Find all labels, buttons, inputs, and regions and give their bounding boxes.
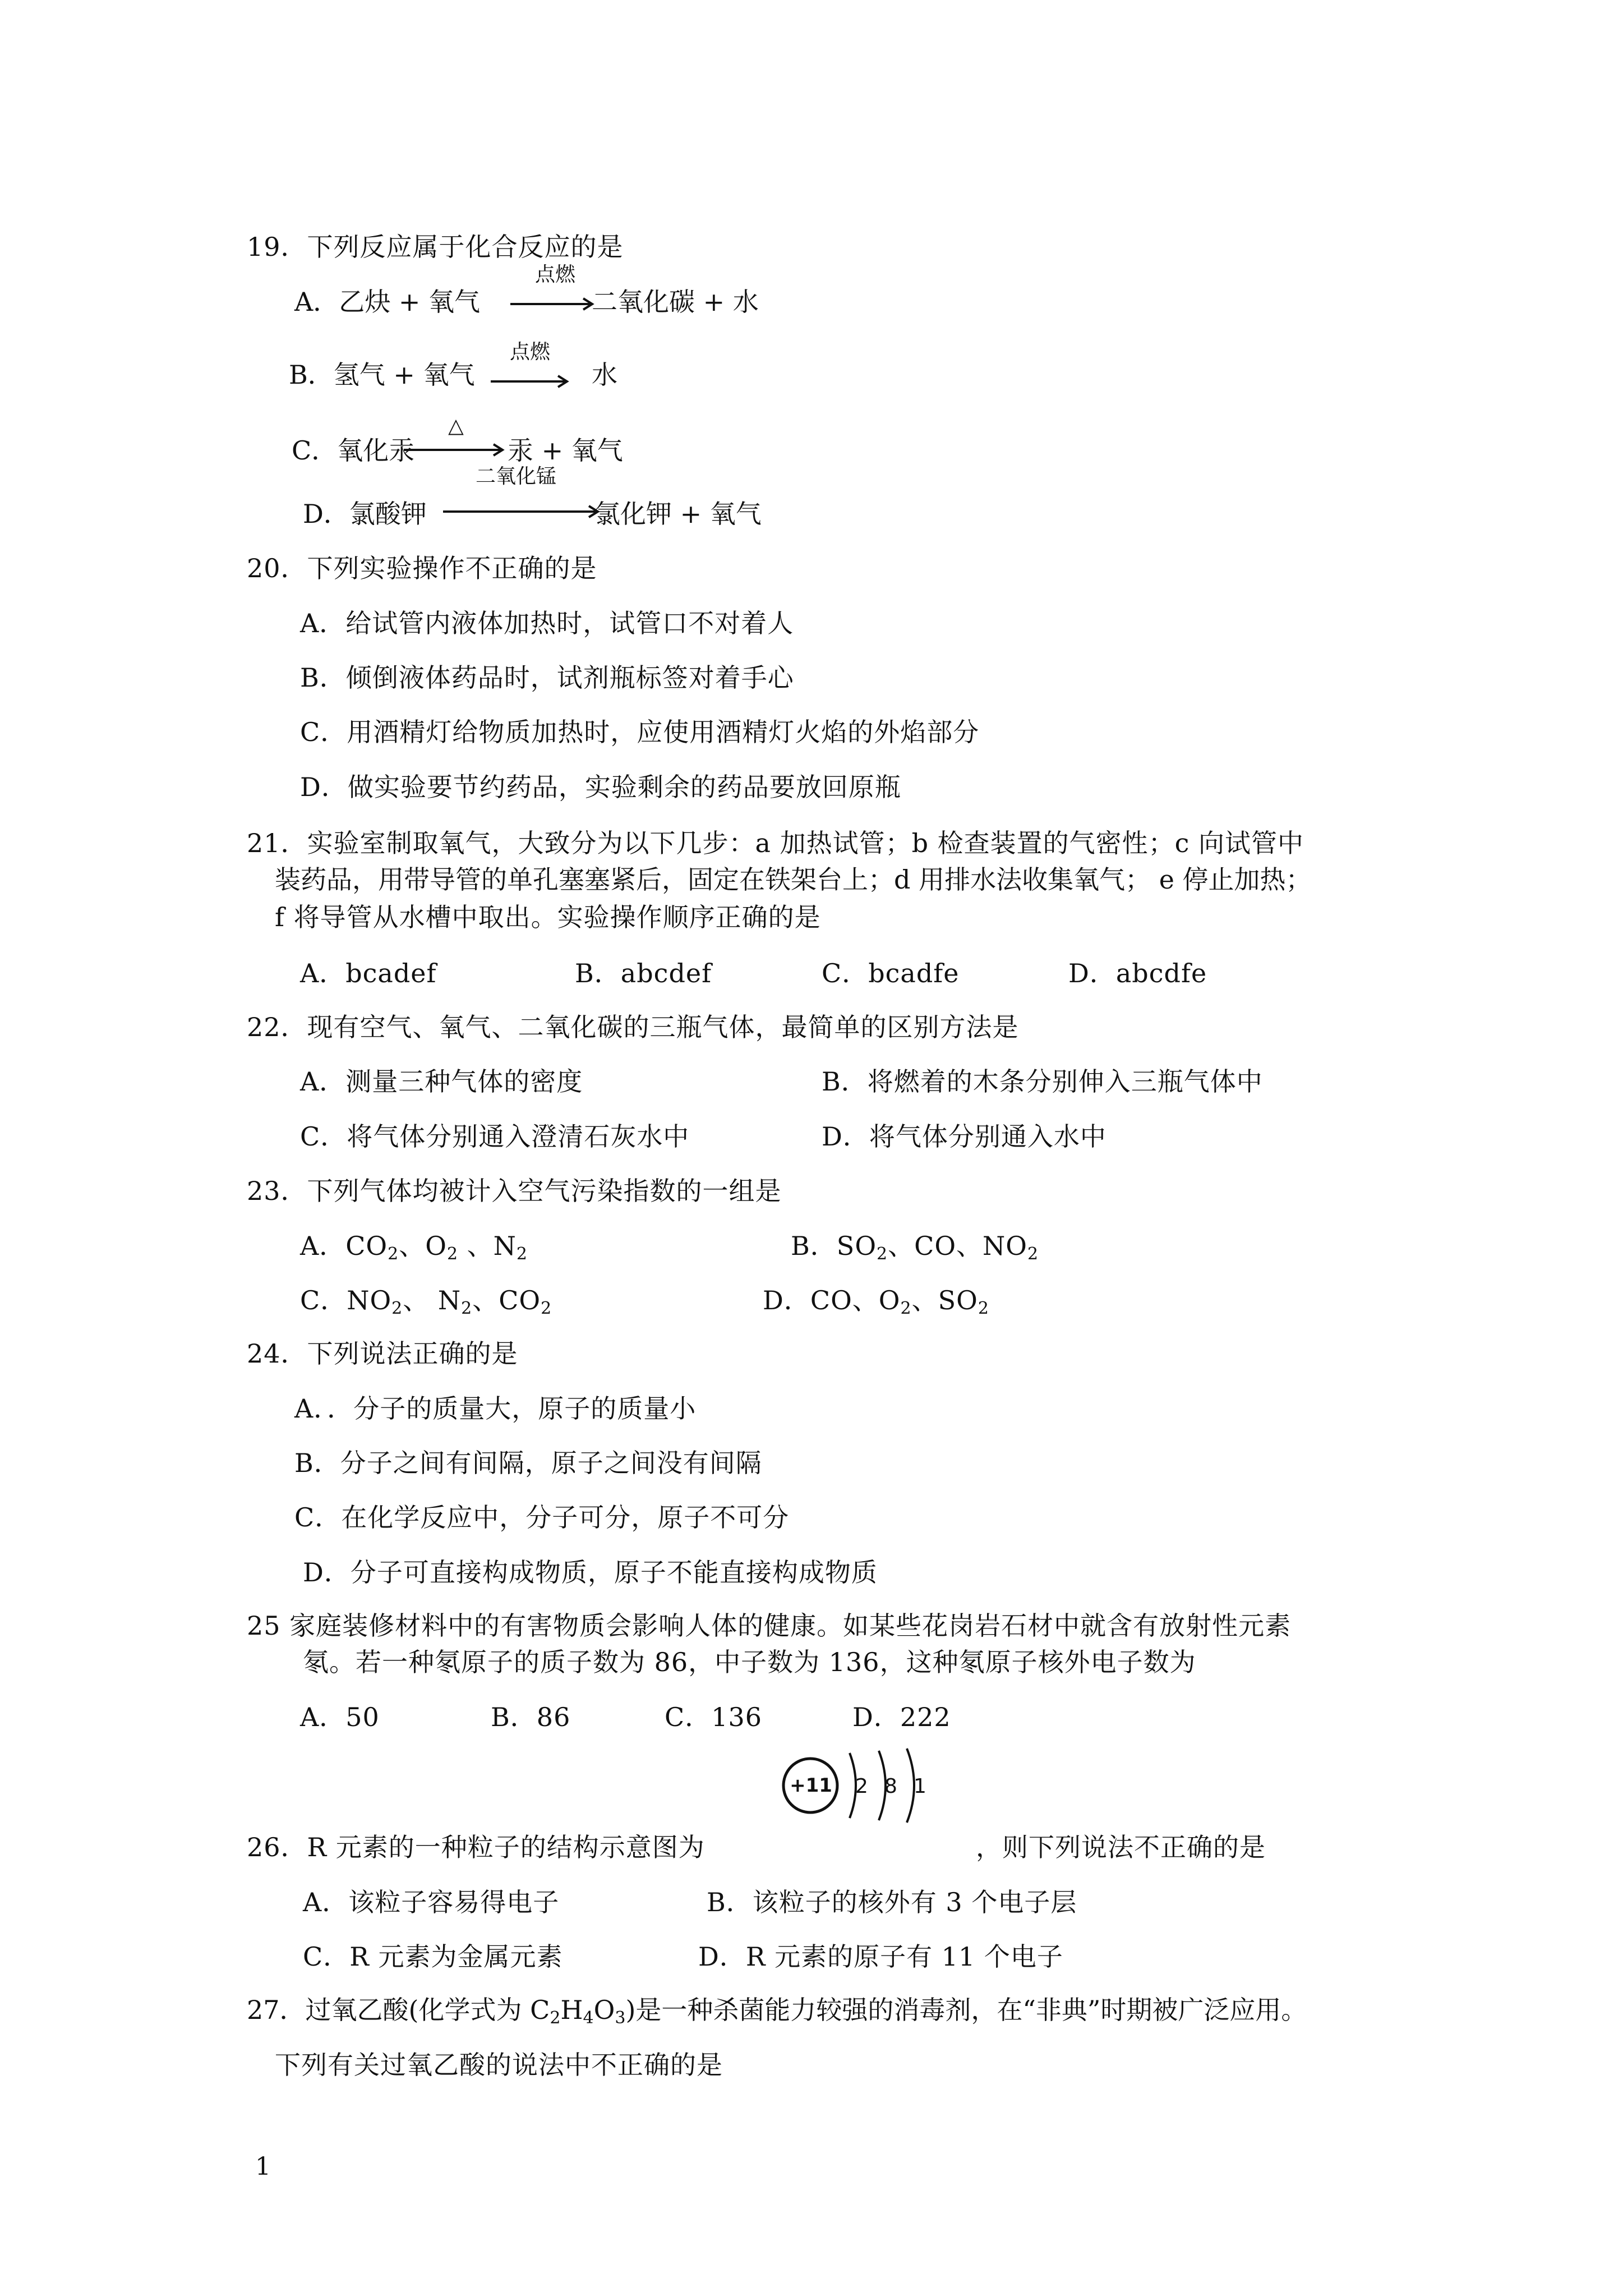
q22-stem: 22．现有空气、氧气、二氧化碳的三瓶气体，最简单的区别方法是	[247, 1012, 1019, 1042]
q25-stem-line1: 25 家庭装修材料中的有害物质会影响人体的健康。如某些花岗岩石材中就含有放射性元素	[247, 1611, 1292, 1641]
shell-1-electrons: 2	[855, 1775, 868, 1798]
q19-option-c-reactants: C．氧化汞	[292, 435, 415, 466]
q24-option-b: B．分子之间有间隔，原子之间没有间隔	[294, 1448, 762, 1478]
q27-stem-line1-part1: 27．过氧乙酸(化学式为	[247, 1995, 531, 2025]
atomic-structure-diagram	[777, 1742, 939, 1828]
q26-stem-part2: ，则下列说法不正确的是	[976, 1832, 1266, 1862]
q23-option-a: A．$CO_2$、$O_2$ 、$N_2$	[300, 1231, 528, 1264]
q19-option-a-products: 二氧化碳 + 水	[592, 287, 759, 317]
q19-option-a-arrow	[510, 297, 594, 311]
q24-option-d: D．分子可直接构成物质，原子不能直接构成物质	[303, 1557, 878, 1588]
q19-option-b-arrow	[491, 375, 569, 388]
q23-option-b: B．$SO_2$、CO、$NO_2$	[791, 1231, 1039, 1264]
q19-option-c-products: 汞 + 氧气	[508, 435, 623, 466]
q19-option-b-condition: 点燃	[509, 341, 550, 364]
q22-option-b: B．将燃着的木条分别伸入三瓶气体中	[822, 1066, 1263, 1097]
q19-option-d-reactants: D．氯酸钾	[303, 499, 427, 529]
q19-option-a-reactants: A．乙炔 + 氧气	[294, 287, 481, 317]
q19-option-a-condition: 点燃	[534, 263, 575, 286]
q21-stem-line3: f 将导管从水槽中取出。实验操作顺序正确的是	[275, 902, 821, 932]
q20-option-d: D．做实验要节约药品，实验剩余的药品要放回原瓶	[300, 772, 901, 802]
q21-option-c: C．bcadfe	[822, 958, 960, 988]
q21-option-d: D．abcdfe	[1068, 958, 1207, 988]
q27-stem-line2: 下列有关过氧乙酸的说法中不正确的是	[275, 2050, 723, 2080]
q19-option-b-products: 水	[592, 360, 617, 390]
q19-option-b-reactants: B．氢气 + 氧气	[289, 360, 475, 390]
page-number: 1	[255, 2152, 271, 2181]
q26-option-b: B．该粒子的核外有 3 个电子层	[707, 1887, 1077, 1917]
q25-stem-line2: 氡。若一种氡原子的质子数为 86，中子数为 136，这种氡原子核外电子数为	[303, 1647, 1196, 1677]
q27-stem-line1	[247, 1994, 1307, 2026]
shell-2-electrons: 8	[884, 1775, 897, 1798]
q26-option-d: D．R 元素的原子有 11 个电子	[698, 1941, 1063, 1972]
q21-option-b: B．abcdef	[575, 958, 712, 988]
q19-option-c-arrow	[404, 443, 505, 457]
q19-option-d-arrow	[443, 505, 600, 518]
q19-option-d-products: 氯化钾 + 氧气	[594, 499, 762, 529]
q20-stem: 20．下列实验操作不正确的是	[247, 553, 597, 583]
q23-option-d: D．CO、$O_2$、$SO_2$	[763, 1285, 989, 1318]
q21-stem-line2: 装药品，用带导管的单孔塞塞紧后，固定在铁架台上；d 用排水法收集氧气； e 停止加热；	[275, 864, 1312, 895]
q24-stem: 24．下列说法正确的是	[247, 1338, 518, 1369]
q26-stem-part1: 26．R 元素的一种粒子的结构示意图为	[247, 1832, 705, 1862]
q23-option-c: C．$NO_2$、 $N_2$、$CO_2$	[300, 1285, 552, 1318]
q22-option-a: A．测量三种气体的密度	[300, 1066, 583, 1097]
q22-option-d: D．将气体分别通入水中	[822, 1121, 1106, 1152]
shell-3-electrons: 1	[914, 1775, 926, 1798]
q27-stem-line1-part2: )是一种杀菌能力较强的消毒剂，在“非典”时期被广泛应用。	[625, 1995, 1307, 2025]
q20-option-b: B．倾倒液体药品时，试剂瓶标签对着手心	[300, 662, 794, 693]
q21-stem-line1: 21．实验室制取氧气，大致分为以下几步：a 加热试管；b 检查装置的气密性；c 向试管中	[247, 828, 1304, 858]
q26-option-c: C．R 元素为金属元素	[303, 1941, 563, 1972]
q26-option-a: A．该粒子容易得电子	[303, 1887, 560, 1917]
q19-option-c-condition: △	[448, 415, 464, 438]
q25-option-d: D．222	[852, 1702, 951, 1732]
q19-stem: 19．下列反应属于化合反应的是	[247, 232, 624, 262]
q20-option-a: A．给试管内液体加热时，试管口不对着人	[300, 608, 794, 638]
q20-option-c: C．用酒精灯给物质加热时，应使用酒精灯火焰的外焰部分	[300, 717, 980, 747]
q23-stem: 23．下列气体均被计入空气污染指数的一组是	[247, 1176, 782, 1206]
q24-option-c: C．在化学反应中，分子可分，原子不可分	[294, 1502, 790, 1533]
q22-option-c: C．将气体分别通入澄清石灰水中	[300, 1121, 690, 1152]
q19-option-d-condition: 二氧化锰	[475, 465, 556, 488]
q21-option-a: A．bcadef	[300, 958, 437, 988]
q25-option-a: A．50	[300, 1702, 380, 1732]
q24-option-a: A．．分子的质量大，原子的质量小	[294, 1393, 697, 1424]
nucleus-charge: +11	[790, 1774, 832, 1797]
q25-option-b: B．86	[491, 1702, 571, 1732]
q25-option-c: C．136	[665, 1702, 762, 1732]
q27-formula: $C_2H_4O_3$	[530, 1995, 626, 2028]
